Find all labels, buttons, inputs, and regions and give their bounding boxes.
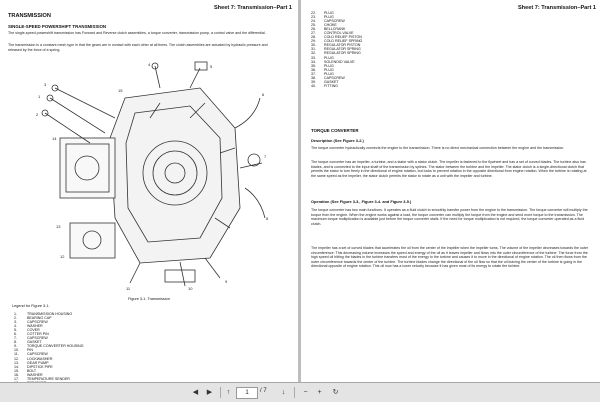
toolbar-divider: [294, 387, 295, 398]
zoom-in-icon[interactable]: +: [317, 388, 322, 396]
list-item: 11. CAPSCREW: [14, 352, 48, 357]
paragraph: The single-speed powershift transmission has Forward and Reverse clutch assemblies, a torque converter, transmission pump, a control valve and the differential.: [8, 31, 266, 35]
list-item: 33. PLUG: [311, 55, 334, 60]
right-page: [301, 0, 600, 382]
list-item: 17. TEMPERATURE SENDER: [14, 376, 70, 381]
sheet-label: Sheet 7: Transmission–Part 1: [213, 5, 292, 11]
svg-text:15: 15: [118, 88, 123, 93]
left-page: [0, 0, 298, 382]
list-item: 2. BEARING CAP: [14, 316, 52, 321]
list-item: 9. TORQUE CONVERTER HOUSING: [14, 344, 84, 349]
list-item: 22. PLUG: [311, 11, 334, 15]
list-item: 12. LOCKWASHER: [14, 356, 53, 361]
list-item: 35. PLUG: [311, 63, 334, 68]
list-item: 28. COLD RELIEF PISTON: [311, 35, 362, 40]
list-item: 26. BELLCRANK: [311, 27, 346, 32]
list-item: 16. WASHER: [14, 372, 43, 377]
svg-text:12: 12: [60, 254, 65, 259]
svg-text:5: 5: [210, 64, 213, 69]
list-item: 30. REGULATOR PISTON: [311, 43, 361, 48]
operation-heading: Operation (See Figure 3-3., Figure 3-4. and Figure 3-5.): [311, 199, 412, 204]
svg-text:8: 8: [266, 216, 269, 221]
list-item: 7. CAPSCREW: [14, 336, 48, 341]
list-item: 38. CAPSCREW: [311, 75, 345, 80]
list-item: 4. WASHER: [14, 324, 43, 329]
list-item: 31. REGULATOR SPRING: [311, 47, 361, 52]
svg-text:11: 11: [126, 286, 131, 291]
paragraph: The transmission is a constant mesh type in that the gears are in contact with each other at all times. The clutch assemblies are actuated by hydraulic pressure and released by the force of a spring.: [8, 43, 268, 52]
arrow-right-icon[interactable]: ▶: [206, 389, 213, 396]
svg-text:7: 7: [264, 154, 267, 159]
paragraph: The torque converter hydraulically connects the engine to the transmission. There is no direct mechanical connection between the engine and the transmission.: [311, 146, 565, 150]
viewer-toolbar: [0, 382, 600, 402]
list-item: 34. SOLENOID VALVE: [311, 59, 355, 64]
list-item: 27. CONTROL VALVE: [311, 31, 354, 36]
list-item: 6. COTTER PIN: [14, 332, 49, 337]
legend-list-continued: [311, 11, 362, 88]
list-item: 5. COVER: [14, 328, 40, 333]
arrow-left-icon[interactable]: ◀: [192, 389, 199, 396]
svg-text:9: 9: [225, 279, 228, 284]
list-item: 23. PLUG: [311, 15, 334, 20]
list-item: 3. CAPSCREW: [14, 320, 48, 325]
svg-text:2: 2: [36, 112, 39, 117]
paragraph: The torque converter has an impeller, a turbine, and a stator with a stator clutch. The impeller is fastened to the flywheel and has a set of curved blades. The turbine also has blades, and is connected to the input shaft of the transmission by splines. The stator between the turbine and the impeller. The stator clutch is a single-directional clutch that permits the stator to turn freely in the directional of engine rotation, but locks to prevent rotation in the opposite directional from engine rotation. When the turbine is rotating at the same speed as the impeller, the stator clutch permits the stator to rotate as a unit with the impeller and turbine.: [311, 160, 587, 178]
list-item: 13. GEAR PUMP: [14, 360, 49, 365]
svg-text:6: 6: [262, 92, 265, 97]
section-title: TRANSMISSION: [8, 13, 51, 19]
list-item: 29. COLD RELIEF SPRING: [311, 39, 363, 44]
zoom-out-icon[interactable]: −: [303, 388, 308, 396]
list-item: 15. BOLT: [14, 368, 37, 373]
svg-text:13: 13: [56, 224, 61, 229]
list-item: 24. CAPSCREW: [311, 19, 345, 24]
paragraph: The impeller has a set of curved blades that accelerates the oil from the center of the impeller when the impeller turns. The volume of the impeller decreases towards the outer circumference. This decreasing volume increases the speed and energy of the oil as it leaves impeller and flows into the outer circumference of the turbine. The force from the high speed oil hitting the blades in the turbine transfers most of the energy to the turbine and causes it to move in the directional of engine rotation. The oil then flows from the outer circumference towards the center of the turbine. The turbine blades change the directional of the oil flow so that the oil leaving the center of the turbine is going in the directional opposite of engine rotation. This oil now has a lower velocity because it has given most of its energy to rotate the turbine.: [311, 246, 589, 269]
page-up-icon[interactable]: ↑: [226, 388, 231, 396]
page-total: / 7: [260, 388, 267, 394]
figure-caption: Figure 3-1. Transmission: [128, 297, 170, 301]
list-item: 14. DIPSTICK PIPE: [14, 364, 53, 369]
svg-text:1: 1: [38, 94, 41, 99]
list-item: 37. PLUG: [311, 71, 334, 76]
list-item: 39. GASKET: [311, 79, 339, 84]
rotate-icon[interactable]: ↻: [332, 389, 339, 396]
transmission-exploded-view: [30, 58, 270, 294]
sheet-label: Sheet 7: Transmission–Part 1: [517, 5, 596, 11]
list-item: 1. TRANSMISSION HOUSING: [14, 312, 73, 316]
svg-text:4: 4: [148, 62, 151, 67]
svg-text:10: 10: [188, 286, 193, 291]
paragraph: The torque converter has two main functions. It operates as a fluid clutch to smoothly transfer power from the engine to the transmission. The torque converter will multiply the torque from the engine. When the engine works against a load, the torque converter can multiply the torque from the engine and send more torque to the transmission. The maximum torque multiplication is available just before the torque converter stalls. If the need for torque multiplication is not required, the torque converter operated as a fluid clutch.: [311, 208, 588, 226]
list-item: 8. GASKET: [14, 340, 42, 345]
svg-text:3: 3: [44, 82, 47, 87]
list-item: 10. PIN: [14, 348, 33, 353]
page-down-icon[interactable]: ↓: [281, 388, 286, 396]
subsection-title: SINGLE-SPEED POWERSHIFT TRANSMISSION: [8, 24, 107, 29]
page-number-input[interactable]: 1: [236, 387, 258, 399]
toolbar-divider: [220, 387, 221, 398]
description-heading: Description (See Figure 3-2.): [311, 138, 364, 143]
svg-text:14: 14: [52, 136, 57, 141]
section-title: TORQUE CONVERTER: [311, 128, 359, 133]
list-item: 25. CHOKE: [311, 23, 337, 28]
list-item: 32. REGULATOR SPRING: [311, 51, 361, 56]
list-item: 40. FITTING: [311, 83, 338, 88]
list-item: 36. PLUG: [311, 67, 334, 72]
legend-title: Legend for Figure 3-1.: [12, 304, 50, 308]
